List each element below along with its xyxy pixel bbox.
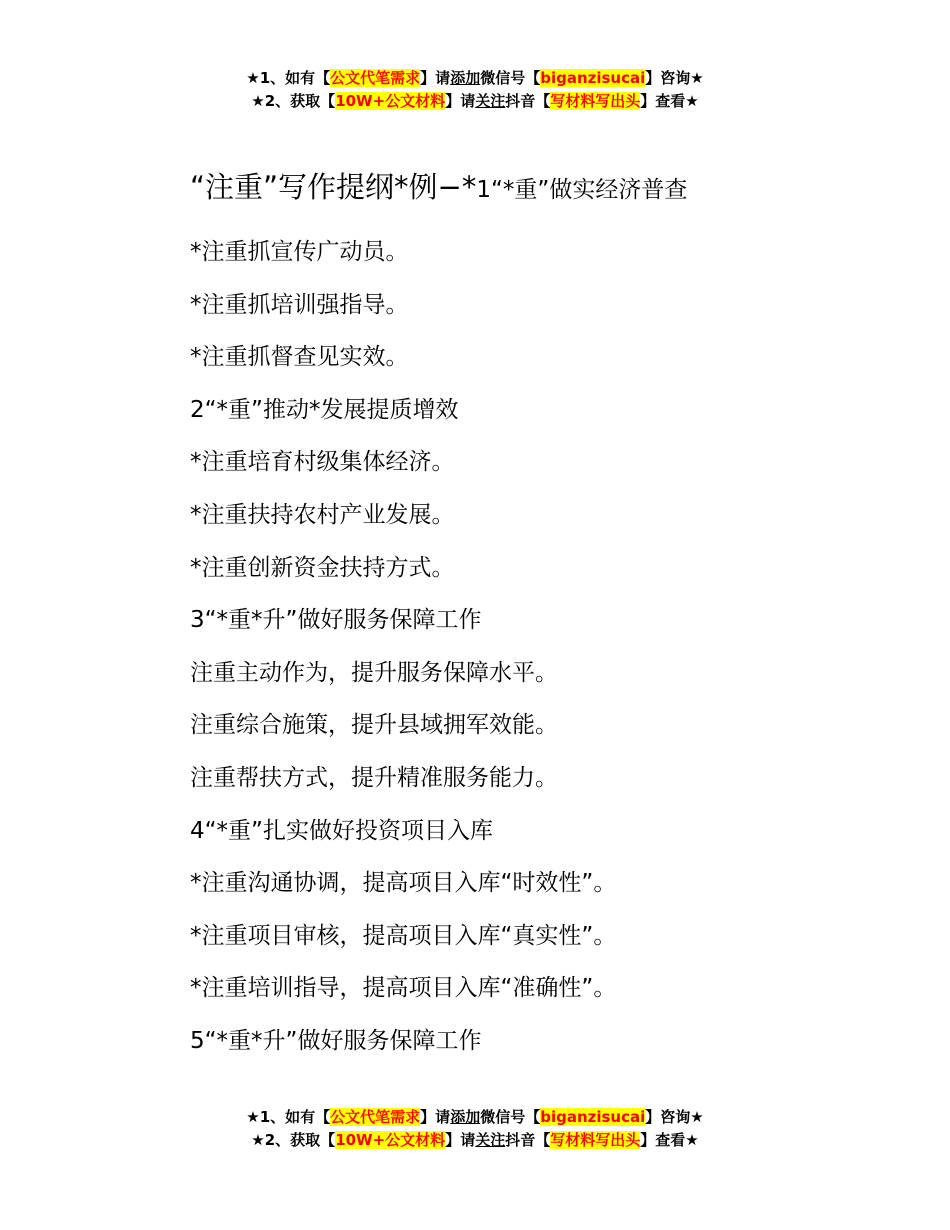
banner-segment: 】咨询★ [645,69,704,87]
title-sub: 1“*重”做实经济普查 [476,177,688,203]
document-title [190,165,910,212]
paragraph: *注重项目审核，提高项目入库“真实性”。 [190,922,617,949]
paragraph: *注重抓培训强指导。 [190,291,409,318]
banner-segment: 关注 [475,92,506,110]
paragraph: *注重沟通协调，提高项目入库“时效性”。 [190,870,617,897]
banner-segment: biganzisucai [540,1108,646,1126]
banner-segment: 写材料写出头 [550,92,641,110]
paragraph: *注重扶持农村产业发展。 [190,501,455,528]
document-body [190,226,890,1068]
paragraph: *注重抓督查见实效。 [190,344,409,371]
banner-segment: 添加 [450,1108,481,1126]
paragraph: 3“*重*升”做好服务保障工作 [190,607,482,634]
banner-segment: 关注 [475,1131,506,1149]
banner-segment: 公文代笔需求 [330,1108,421,1126]
banner-segment: 公文代笔需求 [330,69,421,87]
banner-segment: 抖音【 [505,1131,551,1149]
banner-segment: ★2、获取【 [251,1131,336,1149]
banner-segment: 】查看★ [640,1131,699,1149]
banner-line-2 [0,90,950,113]
banner-segment: 10W+公文材料 [335,92,446,110]
paragraph: 2“*重”推动*发展提质增效 [190,396,459,423]
banner-segment: 写材料写出头 [550,1131,641,1149]
banner-line-1 [0,1106,950,1129]
paragraph: 注重综合施策，提升县域拥军效能。 [190,712,558,739]
banner-segment: 抖音【 [505,92,551,110]
banner-segment: ★1、如有【 [246,1108,331,1126]
paragraph: 4“*重”扎实做好投资项目入库 [190,817,493,844]
banner-segment: 微信号【 [480,69,541,87]
banner-segment: 微信号【 [480,1108,541,1126]
banner-line-2 [0,1129,950,1152]
banner-segment: ★1、如有【 [246,69,331,87]
banner-segment: ★2、获取【 [251,92,336,110]
banner-segment: biganzisucai [540,69,646,87]
paragraph: *注重创新资金扶持方式。 [190,554,455,581]
banner-segment: 】请 [445,92,476,110]
banner-segment: 10W+公文材料 [335,1131,446,1149]
paragraph: *注重培训指导，提高项目入库“准确性”。 [190,975,617,1002]
paragraph: 注重帮扶方式，提升精准服务能力。 [190,764,558,791]
banner-segment: 添加 [450,69,481,87]
banner-segment: 】查看★ [640,92,699,110]
paragraph: *注重抓宣传广动员。 [190,239,409,265]
footer-banner [0,1106,950,1152]
banner-segment: 】请 [445,1131,476,1149]
banner-segment: 】咨询★ [645,1108,704,1126]
paragraph: 注重主动作为，提升服务保障水平。 [190,659,558,686]
banner-segment: 】请 [420,1108,451,1126]
banner-segment: 】请 [420,69,451,87]
banner-line-1 [0,67,950,90]
header-banner [0,67,950,113]
paragraph: *注重培育村级集体经济。 [190,449,455,476]
title-main: “注重”写作提纲*例−* [190,170,477,204]
paragraph: 5“*重*升”做好服务保障工作 [190,1027,482,1054]
